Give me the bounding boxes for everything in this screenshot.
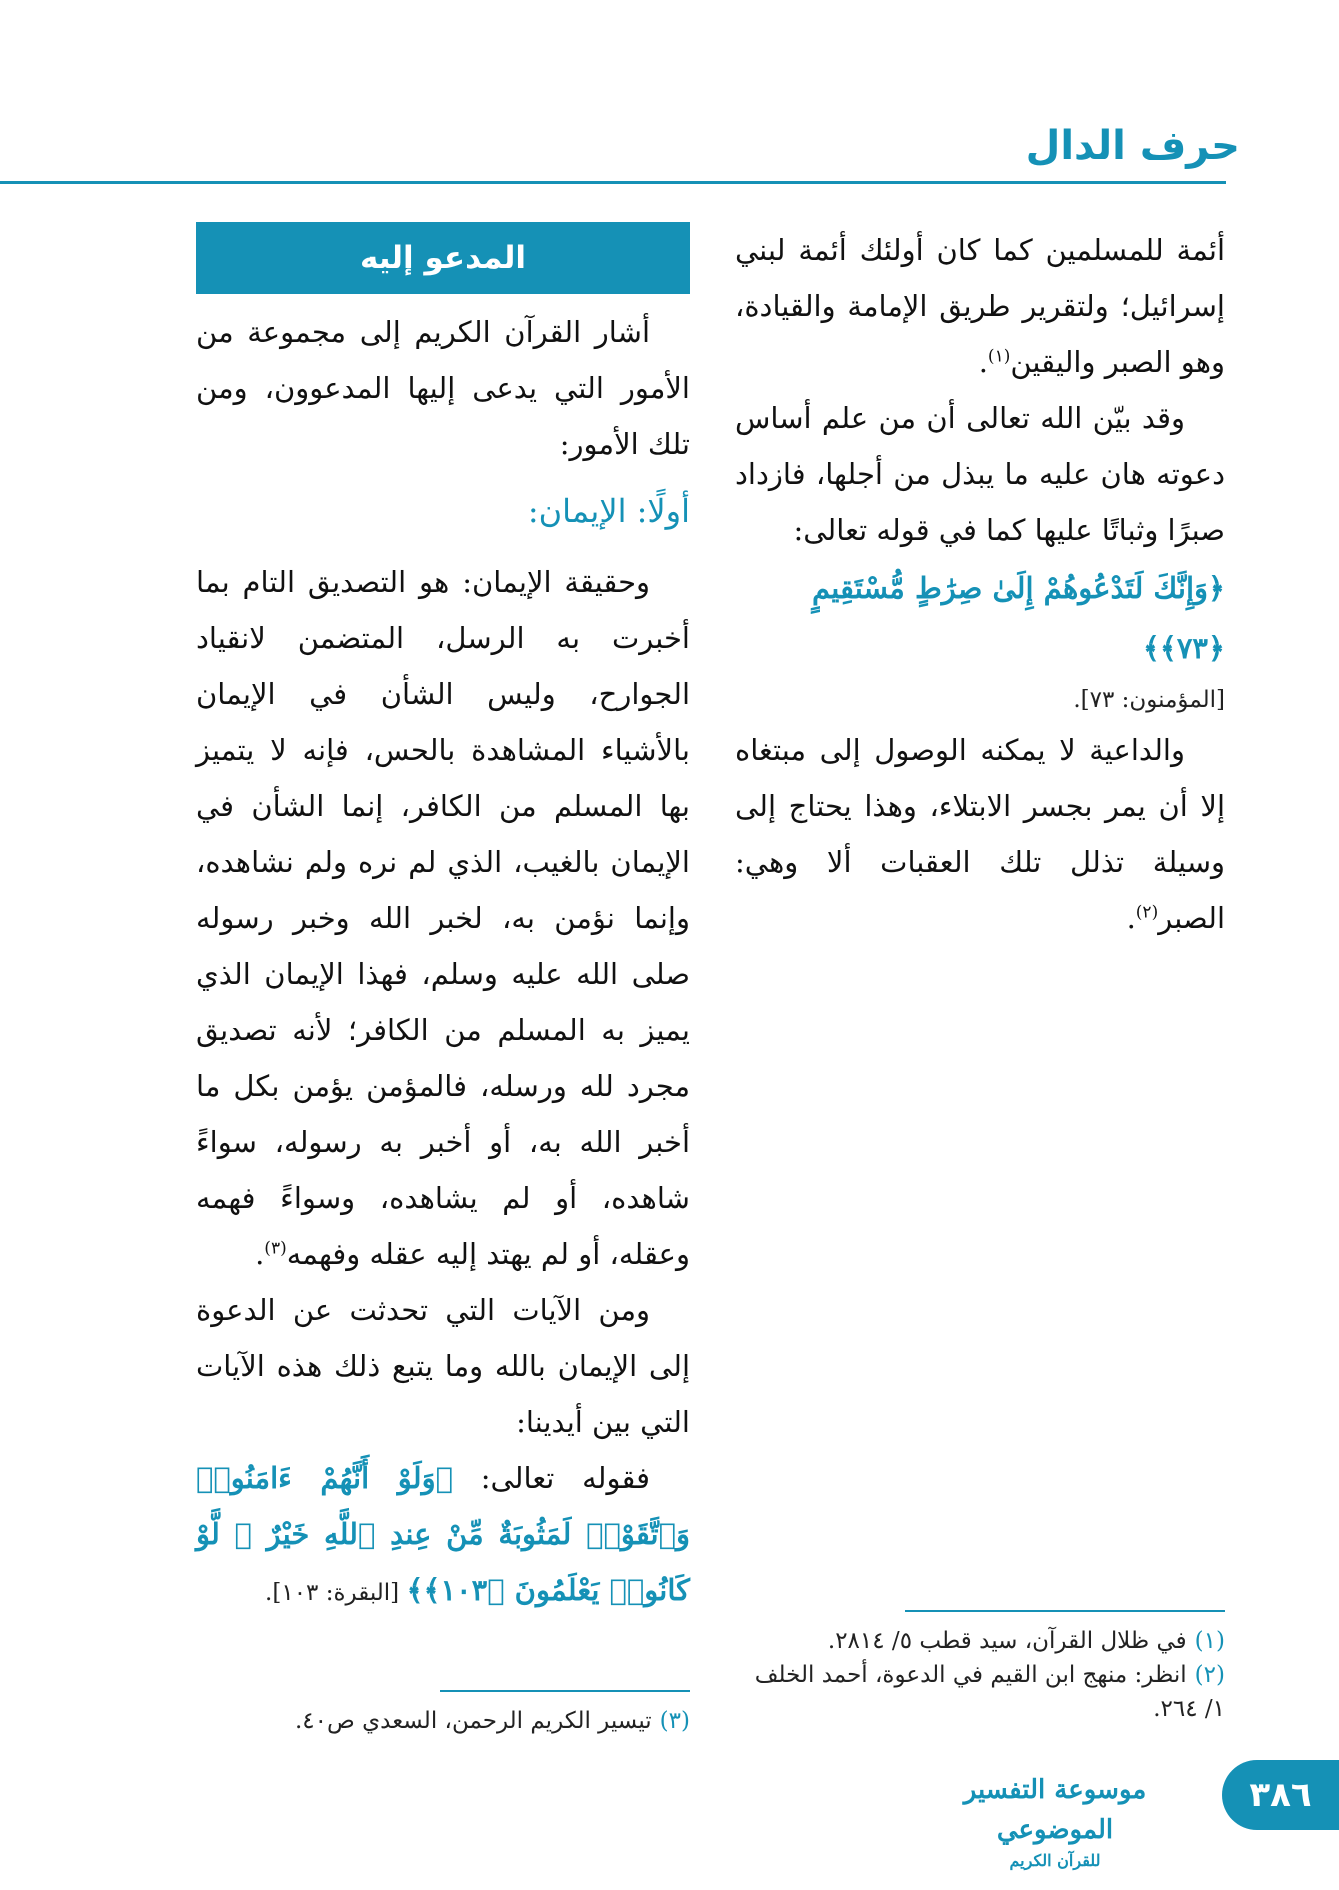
left-column	[196, 222, 690, 1618]
footnote-3-text: تيسير الكريم الرحمن، السعدي ص٤٠.	[294, 1708, 652, 1734]
page-number-badge	[1222, 1760, 1339, 1830]
footnotes-right	[735, 1624, 1225, 1726]
footnote-ref-2[interactable]: (٢)	[1135, 902, 1159, 923]
footnote-ref-3[interactable]: (٣)	[264, 1238, 287, 1259]
page-number: ٣٨٦	[1249, 1775, 1312, 1815]
left-paragraph-2	[196, 554, 690, 1282]
footnote-2-number: (٢)	[1194, 1662, 1225, 1688]
section-heading-box	[196, 222, 690, 294]
verse-2-reference: [البقرة: ١٠٣].	[265, 1580, 407, 1606]
header-rule	[0, 181, 1226, 184]
section-heading: المدعو إليه	[359, 240, 527, 276]
encyclopedia-logo	[930, 1770, 1180, 1872]
footnote-1-text: في ظلال القرآن، سيد قطب ٥/ ٢٨١٤.	[827, 1628, 1187, 1654]
footnotes-left	[196, 1704, 690, 1738]
right-paragraph-3-end: .	[1126, 901, 1136, 935]
left-paragraph-1: أشار القرآن الكريم إلى مجموعة من الأمور التي يدعى إليها المدعوون، ومن تلك الأمور:	[196, 315, 690, 461]
right-paragraph-3-text: والداعية لا يمكنه الوصول إلى مبتغاه إلا أن يمر بجسر الابتلاء، وهذا يحتاج إلى وسيلة تذلل تلك العقبات ألا وهي: الصبر	[735, 733, 1225, 935]
footnote-3-number: (٣)	[659, 1708, 690, 1734]
right-paragraph-1-end: .	[978, 345, 988, 379]
footnote-ref-1[interactable]: (١)	[987, 346, 1011, 367]
footnote-1-number: (١)	[1194, 1628, 1225, 1654]
footnote-3	[196, 1704, 690, 1738]
right-paragraph-2: وقد بيّن الله تعالى أن من علم أساس دعوته هان عليه ما يبذل من أجلها، فازداد صبرًا وثباتًا عليها كما في قوله تعالى:	[735, 401, 1225, 547]
right-column	[735, 222, 1225, 946]
left-paragraph-4	[196, 1450, 690, 1618]
right-paragraph-1-text: أئمة للمسلمين كما كان أولئك أئمة لبني إسرائيل؛ ولتقرير طريق الإمامة والقيادة، وهو الصبر واليقين	[735, 233, 1225, 379]
left-paragraph-3: ومن الآيات التي تحدثت عن الدعوة إلى الإيمان بالله وما يتبع ذلك هذه الآيات التي بين أيدينا:	[196, 1293, 690, 1439]
footnote-rule-right	[905, 1610, 1225, 1612]
logo-main-text: موسوعة التفسير الموضوعي	[963, 1775, 1147, 1845]
verse-1-reference: [المؤمنون: ٧٣].	[1073, 687, 1225, 713]
footnote-1	[735, 1624, 1225, 1658]
footnote-2	[735, 1658, 1225, 1726]
subheading-iman: أولًا: الإيمان:	[527, 492, 690, 530]
chapter-title: حرف الدال	[1025, 123, 1240, 169]
quran-verse-2: ﴿وَلَوْ أَنَّهُمْ ءَامَنُوا۟ وَٱتَّقَوْا۟ لَمَثُوبَةٌ مِّنْ عِندِ ٱللَّهِ خَيْرٌ ۖ لَّوْ كَانُوا۟ يَعْلَمُونَ ﴿١٠٣﴾﴾	[196, 1461, 690, 1607]
left-paragraph-2-end: .	[255, 1237, 265, 1271]
footnote-rule-left	[440, 1690, 690, 1692]
footnote-2-text: انظر: منهج ابن القيم في الدعوة، أحمد الخلف ١/ ٢٦٤.	[754, 1662, 1225, 1722]
quran-verse-1: ﴿وَإِنَّكَ لَتَدْعُوهُمْ إِلَىٰ صِرَٰطٍ مُّسْتَقِيمٍ ﴿٧٣﴾﴾	[811, 571, 1225, 665]
verse-2-intro: فقوله تعالى:	[452, 1461, 650, 1495]
right-paragraph-3	[735, 722, 1225, 946]
right-paragraph-1	[735, 222, 1225, 390]
logo-sub-text: للقرآن الكريم	[1009, 1851, 1101, 1870]
left-paragraph-2-text: وحقيقة الإيمان: هو التصديق التام بما أخبرت به الرسل، المتضمن لانقياد الجوارح، وليس الشأن في الإيمان بالأشياء المشاهدة بالحس، فإنه لا يتميز بها المسلم من الكافر، إنما الشأن في الإيمان بالغيب، الذي لم نره ولم نشاهده، وإنما نؤمن به، لخبر الله وخبر رسوله صلى الله عليه وسلم، فهذا الإيمان الذي يميز به المسلم من الكافر؛ لأنه تصديق مجرد لله ورسله، فالمؤمن يؤمن بكل ما أخبر الله به، أو أخبر به رسوله، سواءً شاهده، أو لم يشاهده، وسواءً فهمه وعقله، أو لم يهتد إليه عقله وفهمه	[196, 565, 690, 1271]
